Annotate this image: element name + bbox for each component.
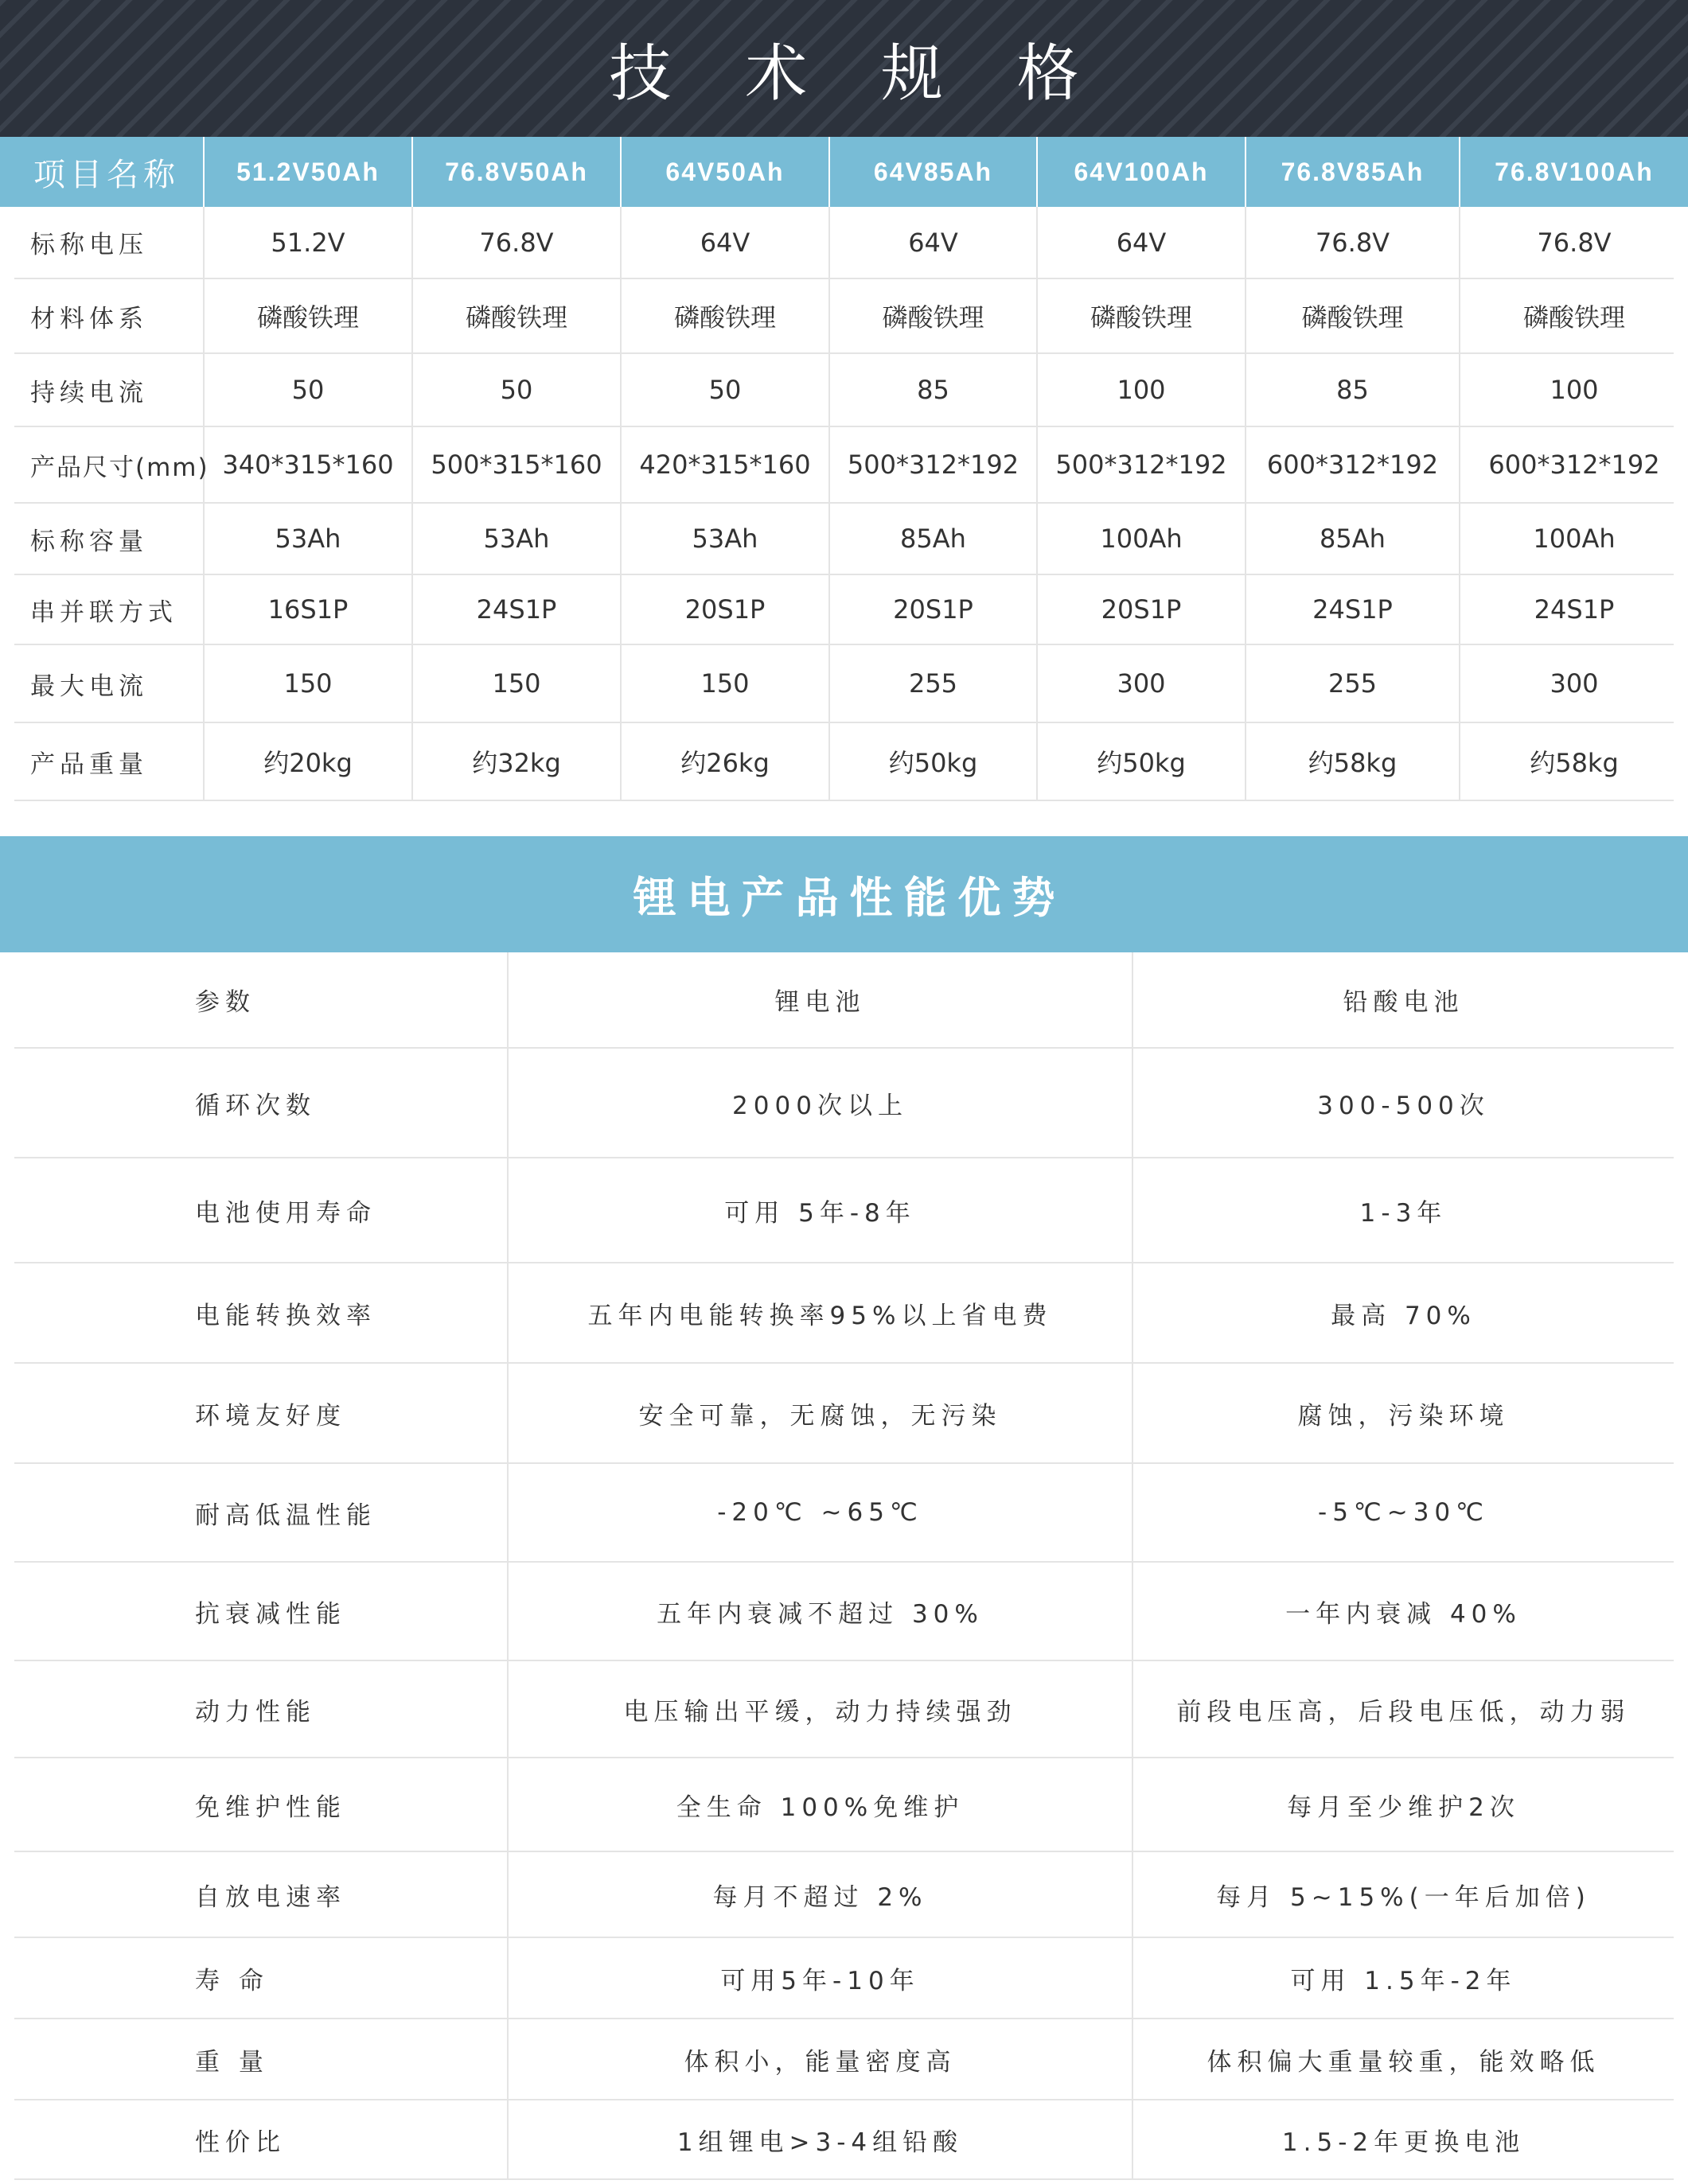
advantages-header-lead: 铅酸电池: [1132, 952, 1674, 1048]
spec-row: [0, 426, 1688, 503]
advantages-lead: 每月至少维护2次: [1132, 1758, 1674, 1851]
advantages-param: 重 量: [14, 2019, 508, 2100]
spec-cell: 76.8V: [1460, 207, 1688, 278]
spec-cell: 24S1P: [1246, 574, 1460, 644]
spec-cell: 150: [204, 644, 412, 722]
spec-header-model: 76.8V50Ah: [412, 137, 621, 207]
spec-cell: 64V: [621, 207, 829, 278]
spec-cell: 420*315*160: [621, 426, 829, 503]
spec-cell: 磷酸铁理: [1246, 278, 1460, 353]
spec-header-row: [0, 137, 1688, 207]
advantages-lithium: 1组锂电>3-4组铅酸: [508, 2100, 1132, 2179]
spec-row-label: 标称容量: [0, 503, 204, 574]
spec-cell: 53Ah: [621, 503, 829, 574]
spec-header-model: 76.8V100Ah: [1460, 137, 1688, 207]
spec-cell: 255: [1246, 644, 1460, 722]
spec-title: 技 术 规 格: [609, 38, 1106, 110]
spec-cell: 100Ah: [1037, 503, 1246, 574]
advantages-row: [14, 1758, 1674, 1851]
advantages-lead: 1.5-2年更换电池: [1132, 2100, 1674, 2179]
advantages-lithium: 体积小，能量密度高: [508, 2019, 1132, 2100]
advantages-param: 动力性能: [14, 1660, 508, 1758]
advantages-param: 电能转换效率: [14, 1263, 508, 1363]
advantages-lead: 体积偏大重量较重，能效略低: [1132, 2019, 1674, 2100]
spec-row: [0, 722, 1688, 800]
spec-cell: 100Ah: [1460, 503, 1688, 574]
spec-cell: 340*315*160: [204, 426, 412, 503]
spec-cell: 50: [204, 353, 412, 426]
spec-cell: 500*315*160: [412, 426, 621, 503]
advantages-param: 抗衰减性能: [14, 1562, 508, 1660]
spec-row: [0, 353, 1688, 426]
spec-header-model: 51.2V50Ah: [204, 137, 412, 207]
advantages-lithium: -20℃ ~65℃: [508, 1463, 1132, 1562]
advantages-lithium: 2000次以上: [508, 1048, 1132, 1158]
advantages-param: 寿 命: [14, 1937, 508, 2019]
advantages-lead: 每月 5~15%(一年后加倍): [1132, 1851, 1674, 1937]
spec-header-item-name: 项目名称: [0, 137, 204, 207]
advantages-param: 耐高低温性能: [14, 1463, 508, 1562]
spec-cell: 300: [1460, 644, 1688, 722]
advantages-row: [14, 2019, 1674, 2100]
advantages-param: 电池使用寿命: [14, 1158, 508, 1263]
spec-cell: 约50kg: [1037, 722, 1246, 800]
advantages-row: [14, 1851, 1674, 1937]
advantages-row: [14, 1660, 1674, 1758]
spec-cell: 51.2V: [204, 207, 412, 278]
spec-row-label: 产品重量: [0, 722, 204, 800]
spec-cell: 64V: [829, 207, 1037, 278]
spec-cell: 600*312*192: [1246, 426, 1460, 503]
spec-cell: 100: [1037, 353, 1246, 426]
spec-cell: 100: [1460, 353, 1688, 426]
advantages-row: [14, 1463, 1674, 1562]
spec-row: [0, 207, 1688, 278]
advantages-row: [14, 1363, 1674, 1463]
spec-header-model: 64V100Ah: [1037, 137, 1246, 207]
advantages-row: [14, 2100, 1674, 2179]
advantages-table: [14, 952, 1674, 2180]
advantages-lead: 腐蚀，污染环境: [1132, 1363, 1674, 1463]
spec-row-label: 最大电流: [0, 644, 204, 722]
spec-header-model: 64V50Ah: [621, 137, 829, 207]
advantages-param: 循环次数: [14, 1048, 508, 1158]
spec-cell: 500*312*192: [829, 426, 1037, 503]
advantages-lithium: 安全可靠，无腐蚀，无污染: [508, 1363, 1132, 1463]
spec-cell: 300: [1037, 644, 1246, 722]
advantages-lead: 一年内衰减 40%: [1132, 1562, 1674, 1660]
advantages-param: 自放电速率: [14, 1851, 508, 1937]
advantages-row: [14, 1263, 1674, 1363]
spec-cell: 85Ah: [829, 503, 1037, 574]
advantages-lithium: 电压输出平缓，动力持续强劲: [508, 1660, 1132, 1758]
spec-cell: 600*312*192: [1460, 426, 1688, 503]
advantages-lead: 300-500次: [1132, 1048, 1674, 1158]
advantages-lithium: 可用5年-10年: [508, 1937, 1132, 2019]
spec-left-margin: [0, 207, 14, 802]
advantages-header-row: [14, 952, 1674, 1048]
spec-cell: 约50kg: [829, 722, 1037, 800]
spec-row-label: 标称电压: [0, 207, 204, 278]
advantages-lithium: 全生命 100%免维护: [508, 1758, 1132, 1851]
advantages-lead: -5℃~30℃: [1132, 1463, 1674, 1562]
spec-cell: 约58kg: [1246, 722, 1460, 800]
spec-cell: 85: [829, 353, 1037, 426]
advantages-header-lithium: 锂电池: [508, 952, 1132, 1048]
spec-row: [0, 574, 1688, 644]
spec-row-label: 持续电流: [0, 353, 204, 426]
spec-cell: 20S1P: [829, 574, 1037, 644]
spec-header-model: 64V85Ah: [829, 137, 1037, 207]
spec-cell: 磷酸铁理: [204, 278, 412, 353]
spec-cell: 20S1P: [621, 574, 829, 644]
spec-cell: 85Ah: [1246, 503, 1460, 574]
spec-row: [0, 644, 1688, 722]
spec-cell: 64V: [1037, 207, 1246, 278]
spec-cell: 磷酸铁理: [1037, 278, 1246, 353]
advantages-row: [14, 1158, 1674, 1263]
spec-cell: 约58kg: [1460, 722, 1688, 800]
spec-header-model: 76.8V85Ah: [1246, 137, 1460, 207]
advantages-param: 免维护性能: [14, 1758, 508, 1851]
advantages-lead: 可用 1.5年-2年: [1132, 1937, 1674, 2019]
advantages-header-param: 参数: [14, 952, 508, 1048]
spec-right-margin: [1674, 207, 1688, 802]
advantages-row: [14, 1562, 1674, 1660]
spec-row-label: 材料体系: [0, 278, 204, 353]
spec-cell: 磷酸铁理: [829, 278, 1037, 353]
spec-row: [0, 278, 1688, 353]
spec-cell: 50: [412, 353, 621, 426]
advantages-param: 环境友好度: [14, 1363, 508, 1463]
spec-cell: 约26kg: [621, 722, 829, 800]
spec-cell: 76.8V: [1246, 207, 1460, 278]
spec-cell: 53Ah: [204, 503, 412, 574]
advantages-lead: 前段电压高，后段电压低，动力弱: [1132, 1660, 1674, 1758]
spec-cell: 16S1P: [204, 574, 412, 644]
advantages-lithium: 五年内衰减不超过 30%: [508, 1562, 1132, 1660]
spec-row-label: 产品尺寸(mm): [0, 426, 204, 503]
spec-table: [0, 137, 1688, 801]
spec-cell: 约32kg: [412, 722, 621, 800]
spec-cell: 24S1P: [412, 574, 621, 644]
advantages-lead: 最高 70%: [1132, 1263, 1674, 1363]
spec-cell: 磷酸铁理: [1460, 278, 1688, 353]
advantages-lithium: 五年内电能转换率95%以上省电费: [508, 1263, 1132, 1363]
spec-cell: 24S1P: [1460, 574, 1688, 644]
advantages-row: [14, 1937, 1674, 2019]
spec-cell: 20S1P: [1037, 574, 1246, 644]
spec-title-banner: [0, 0, 1688, 137]
spec-cell: 50: [621, 353, 829, 426]
spec-cell: 76.8V: [412, 207, 621, 278]
spec-row: [0, 503, 1688, 574]
advantages-title: 锂电产品性能优势: [633, 872, 1066, 923]
spec-cell: 磷酸铁理: [412, 278, 621, 353]
spec-cell: 150: [621, 644, 829, 722]
spec-cell: 磷酸铁理: [621, 278, 829, 353]
spec-cell: 85: [1246, 353, 1460, 426]
advantages-param: 性价比: [14, 2100, 508, 2179]
spec-cell: 53Ah: [412, 503, 621, 574]
spec-cell: 150: [412, 644, 621, 722]
advantages-title-banner: [0, 836, 1688, 952]
advantages-lead: 1-3年: [1132, 1158, 1674, 1263]
spec-cell: 255: [829, 644, 1037, 722]
spec-cell: 约20kg: [204, 722, 412, 800]
advantages-lithium: 可用 5年-8年: [508, 1158, 1132, 1263]
spec-row-label: 串并联方式: [0, 574, 204, 644]
spec-cell: 500*312*192: [1037, 426, 1246, 503]
advantages-lithium: 每月不超过 2%: [508, 1851, 1132, 1937]
advantages-row: [14, 1048, 1674, 1158]
